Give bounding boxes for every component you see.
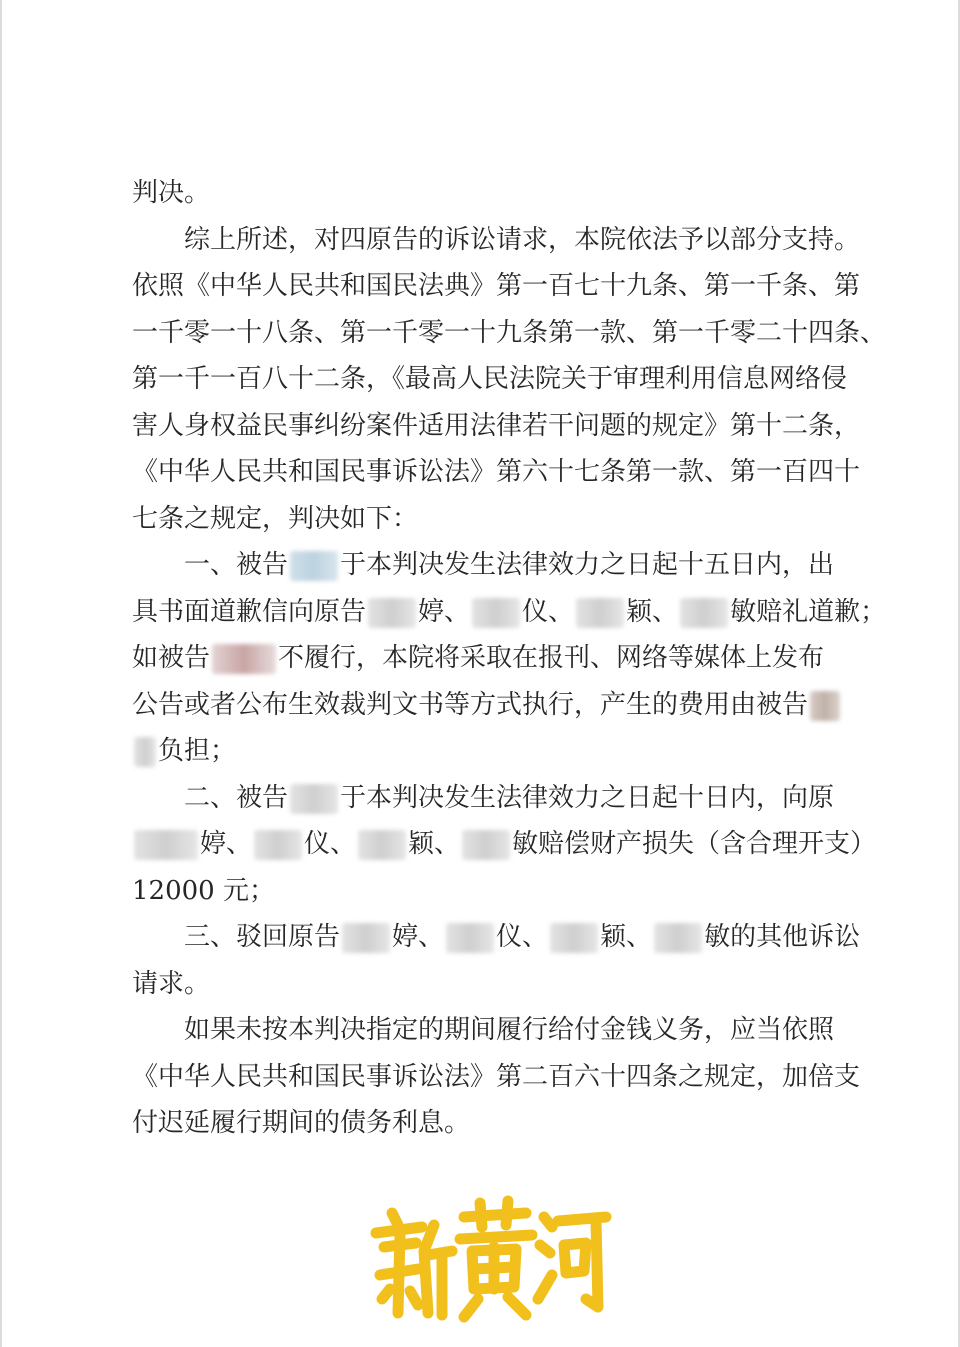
text-line [132,635,842,682]
redacted-name [576,598,624,628]
text-run: 具书面道歉信向原告 [132,596,367,627]
text-run: 不履行，本院将采取在报刊、网络等媒体上发布 [278,643,825,673]
text-line [132,217,861,264]
text-line [132,728,842,775]
text-run: 请求。 [132,968,211,999]
text-run: 于本判决发生法律效力之日起十五日内，出 [340,550,835,580]
text-run: 第一千一百八十二条，《最高人民法院关于审理利用信息网络侵 [132,364,848,394]
text-line [132,170,842,217]
text-line [132,961,842,1008]
text-run: 如果未按本判决指定的期间履行给付金钱义务，应当依照 [184,1015,835,1045]
text-line [132,821,877,868]
redacted-name [680,598,728,628]
redacted-name [368,598,416,628]
text-run: 《中华人民共和国民事诉讼法》第六十七条第一款、第一百四十 [132,457,861,487]
text-run: 仪、 [304,829,357,859]
text-line [132,775,842,822]
redacted-name [810,691,840,721]
redacted-name [550,923,598,953]
text-line [132,403,861,450]
text-run: 《中华人民共和国民事诉讼法》第二百六十四条之规定，加倍支 [132,1061,861,1092]
text-line [132,682,842,729]
text-line [132,263,861,310]
redacted-name [462,830,510,860]
text-run: 于本判决发生法律效力之日起十日内，向原 [340,782,835,813]
text-line [132,1007,842,1054]
redacted-name [358,830,406,860]
redacted-name [134,830,198,860]
redacted-name [212,644,276,674]
text-run: 二、被告 [184,782,289,813]
text-line [132,356,848,403]
text-line [132,542,842,589]
redacted-name [290,784,338,814]
redacted-name [446,923,494,953]
text-run: 综上所述，对四原告的诉讼请求，本院依法予以部分支持。 [184,224,861,255]
text-run: 判决。 [132,178,211,208]
redacted-name [654,923,702,953]
text-run: 公告或者公布生效裁判文书等方式执行，产生的费用由被告 [132,689,809,720]
text-run: 七条之规定，判决如下： [132,503,419,534]
text-run: 一、被告 [184,550,289,580]
text-run: 依照《中华人民共和国民法典》第一百七十九条、第一千条、第 [132,271,861,301]
text-run: 负担； [158,736,237,766]
xinhuanghe-logo [362,1195,612,1325]
redacted-name [472,598,520,628]
text-run: 仪、 [522,596,575,627]
text-run: 颖、 [600,922,653,952]
redacted-name [134,737,156,767]
redacted-name [254,830,302,860]
text-run: 婷、 [418,596,471,627]
text-run: 仪、 [496,922,549,952]
text-line [132,1100,842,1147]
text-run: 敏赔偿财产损失（含合理开支） [512,829,877,859]
text-run: 12000 元； [132,875,275,906]
text-run: 三、驳回原告 [184,922,341,952]
redacted-name [342,923,390,953]
text-run: 敏的其他诉讼 [704,922,861,952]
text-run: 如被告 [132,643,211,673]
text-run: 颖、 [408,829,461,859]
redacted-name [290,551,338,581]
text-run: 颖、 [626,596,679,627]
text-run: 婷、 [200,829,253,859]
judgment-text [132,170,887,1147]
text-run: 付迟延履行期间的债务利息。 [132,1108,471,1138]
text-line [132,310,887,357]
text-line [132,914,861,961]
text-run: 敏赔礼道歉； [730,596,887,627]
text-line [132,449,861,496]
text-run: 害人身权益民事纠纷案件适用法律若干问题的规定》第十二条， [132,410,861,441]
text-line [132,589,887,636]
text-line [132,496,842,543]
text-line [132,868,842,915]
text-run: 一千零一十八条、第一千零一十九条第一款、第一千零二十四条、 [132,317,887,348]
text-run: 婷、 [392,922,445,952]
text-line [132,1054,861,1101]
